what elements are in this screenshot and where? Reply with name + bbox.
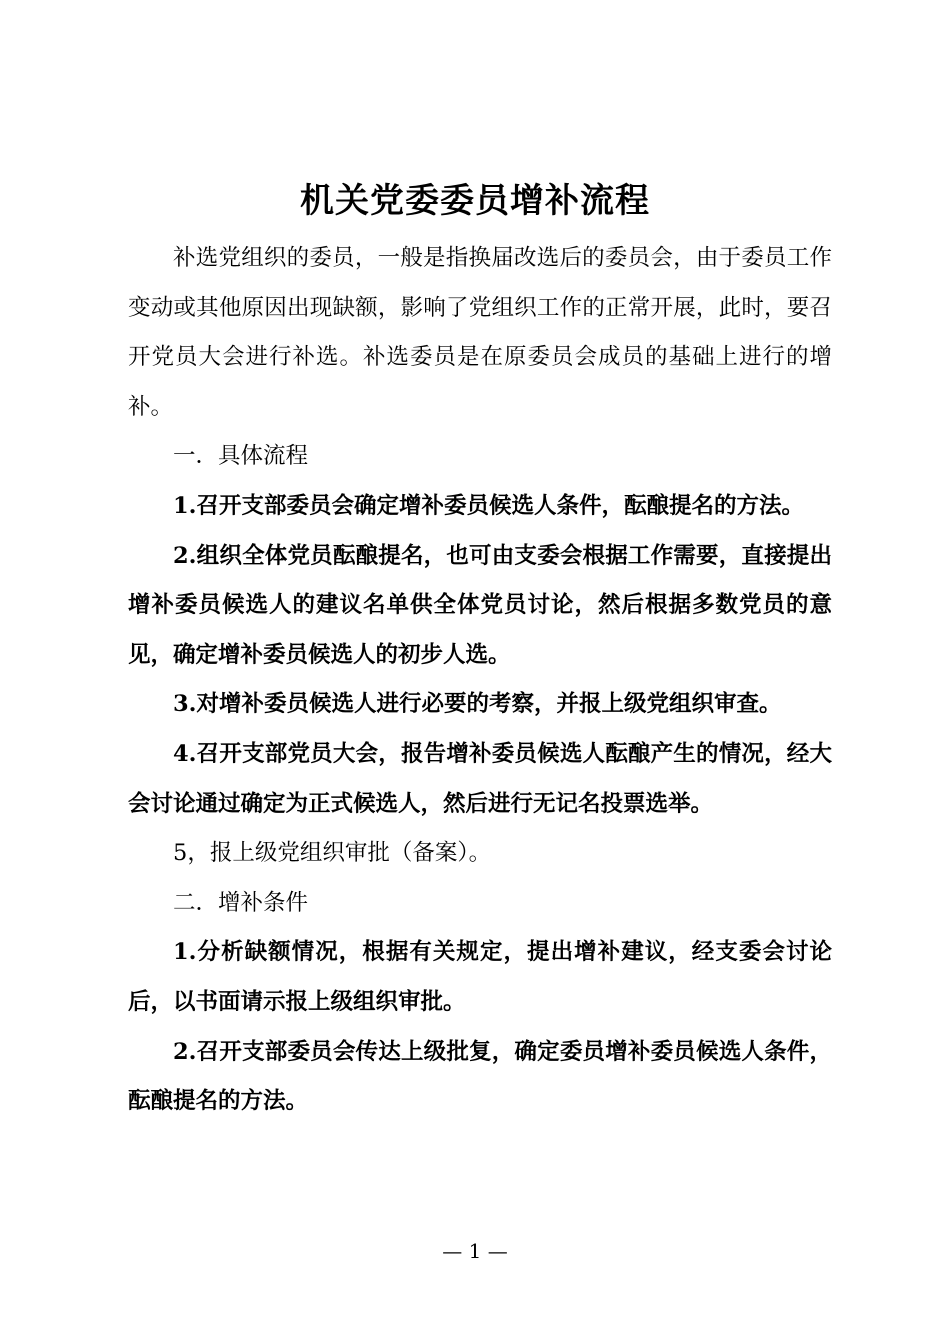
condition-item-1: 1.分析缺额情况，根据有关规定，提出增补建议，经支委会讨论后，以书面请示报上级组织审批。	[128, 939, 832, 1015]
procedure-step-1: 1.召开支部委员会确定增补委员候选人条件，酝酿提名的方法。	[173, 492, 804, 519]
intro-paragraph: 补选党组织的委员，一般是指换届改选后的委员会，由于委员工作变动或其他原因出现缺额，影响了党组织工作的正常开展，此时，要召开党员大会进行补选。补选委员是在原委员会成员的基础上进行的增补。	[128, 245, 832, 420]
condition-item-2: 2.召开支部委员会传达上级批复，确定委员增补委员候选人条件，酝酿提名的方法。	[128, 1038, 832, 1115]
procedure-step-5: 5，报上级党组织审批（备案）。	[173, 840, 492, 867]
procedure-step-2: 2.组织全体党员酝酿提名，也可由支委会根据工作需要，直接提出增补委员候选人的建议名单供全体党员讨论，然后根据多数党员的意见，确定增补委员候选人的初步人选。	[128, 542, 832, 668]
procedure-step-3: 3.对增补委员候选人进行必要的考察，并报上级党组织审查。	[173, 691, 782, 718]
section-heading-conditions: 二．增补条件	[173, 889, 309, 916]
page-number: — 1 —	[442, 1239, 508, 1263]
document-title: 机关党委委员增补流程	[300, 181, 650, 221]
section-heading-procedure: 一．具体流程	[173, 443, 309, 470]
procedure-step-4: 4.召开支部党员大会，报告增补委员候选人酝酿产生的情况，经大会讨论通过确定为正式候选人，然后进行无记名投票选举。	[128, 740, 832, 817]
document-body	[128, 234, 832, 1127]
